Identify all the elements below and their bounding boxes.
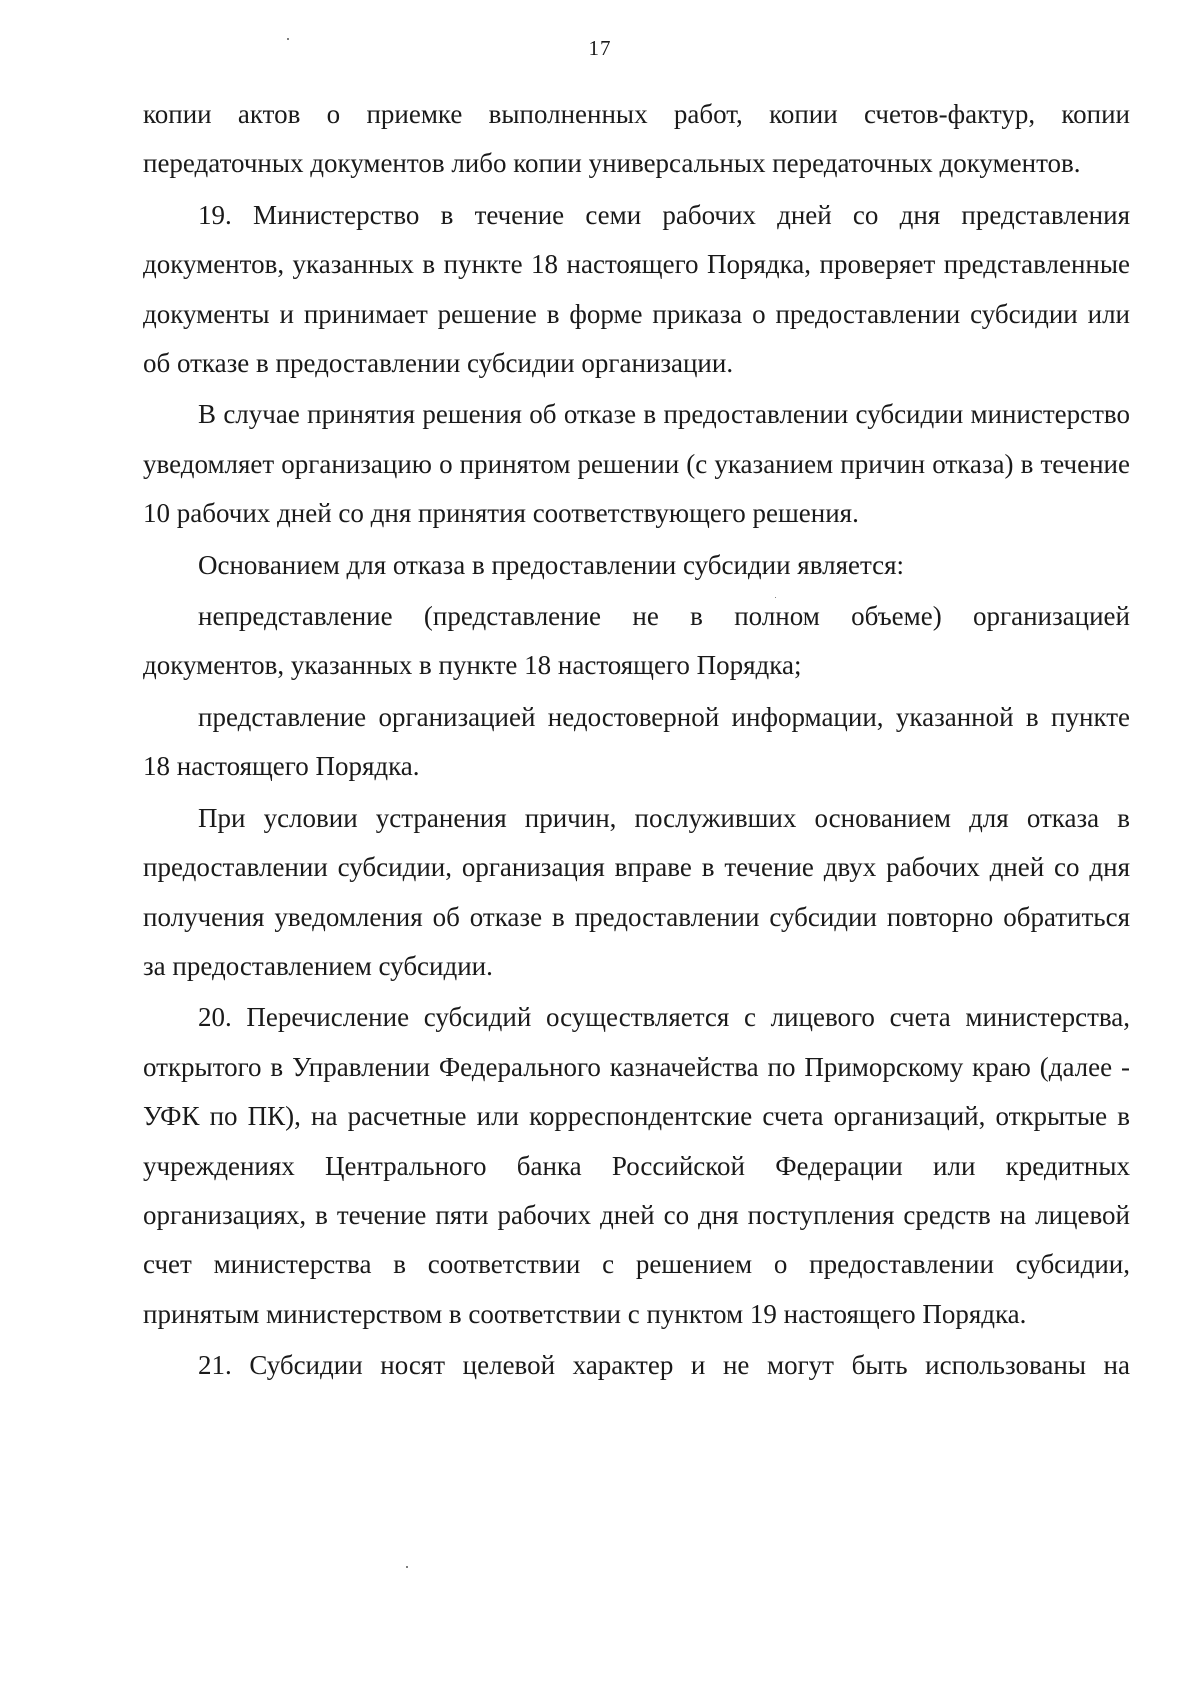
paragraph-refusal-notice: В случае принятия решения об отказе в предоставлении субсидии министерство уведомляет организацию о принятом решении (с указанием причин отказа) в течение 10 рабочих дней со дня принятия соответствующего решения. bbox=[143, 399, 1130, 529]
page-number: 17 bbox=[588, 36, 612, 60]
document-body bbox=[143, 90, 1130, 1391]
paragraph-clause-20: 20. Перечисление субсидий осуществляется с лицевого счета министерства, открытого в Управлении Федерального казначейства по Приморскому краю (далее - УФК по ПК), на расчетные или корреспондентские счета организаций, открытые в учреждениях Центрального банка Российской Федерации или кредитных организациях, в течение пяти рабочих дней со дня поступления средств на лицевой счет министерства в соответствии с решением о предоставлении субсидии, принятым министерством в соответствии с пунктом 19 настоящего Порядка. bbox=[143, 1002, 1130, 1329]
paragraph-ground-non-submission: непредставление (представление не в полном объеме) организацией документов, указанных в пункте 18 настоящего Порядка; bbox=[143, 601, 1130, 681]
paragraph-continuation: копии актов о приемке выполненных работ, копии счетов-фактур, копии передаточных документов либо копии универсальных передаточных документов. bbox=[143, 99, 1130, 179]
scan-speck bbox=[406, 1566, 408, 1568]
paragraph-clause-21: 21. Субсидии носят целевой характер и не могут быть использованы на bbox=[198, 1350, 1130, 1381]
paragraph-refusal-grounds: Основанием для отказа в предоставлении субсидии является: bbox=[198, 549, 905, 580]
paragraph-resubmission: При условии устранения причин, послуживших основанием для отказа в предоставлении субсидии, организация вправе в течение двух рабочих дней со дня получения уведомления об отказе в предоставлении субсидии повторно обратиться за предоставлением субсидии. bbox=[143, 802, 1130, 981]
paragraph-ground-false-info: представление организацией недостоверной информации, указанной в пункте 18 настоящего Порядка. bbox=[143, 701, 1130, 782]
scan-speck bbox=[775, 597, 776, 598]
scan-speck bbox=[287, 38, 289, 40]
paragraph-clause-19: 19. Министерство в течение семи рабочих дней со дня представления документов, указанных в пункте 18 настоящего Порядка, проверяет представленные документы и принимает решение в форме приказа о предоставлении субсидии или об отказе в предоставлении субсидии организации. bbox=[143, 199, 1130, 379]
